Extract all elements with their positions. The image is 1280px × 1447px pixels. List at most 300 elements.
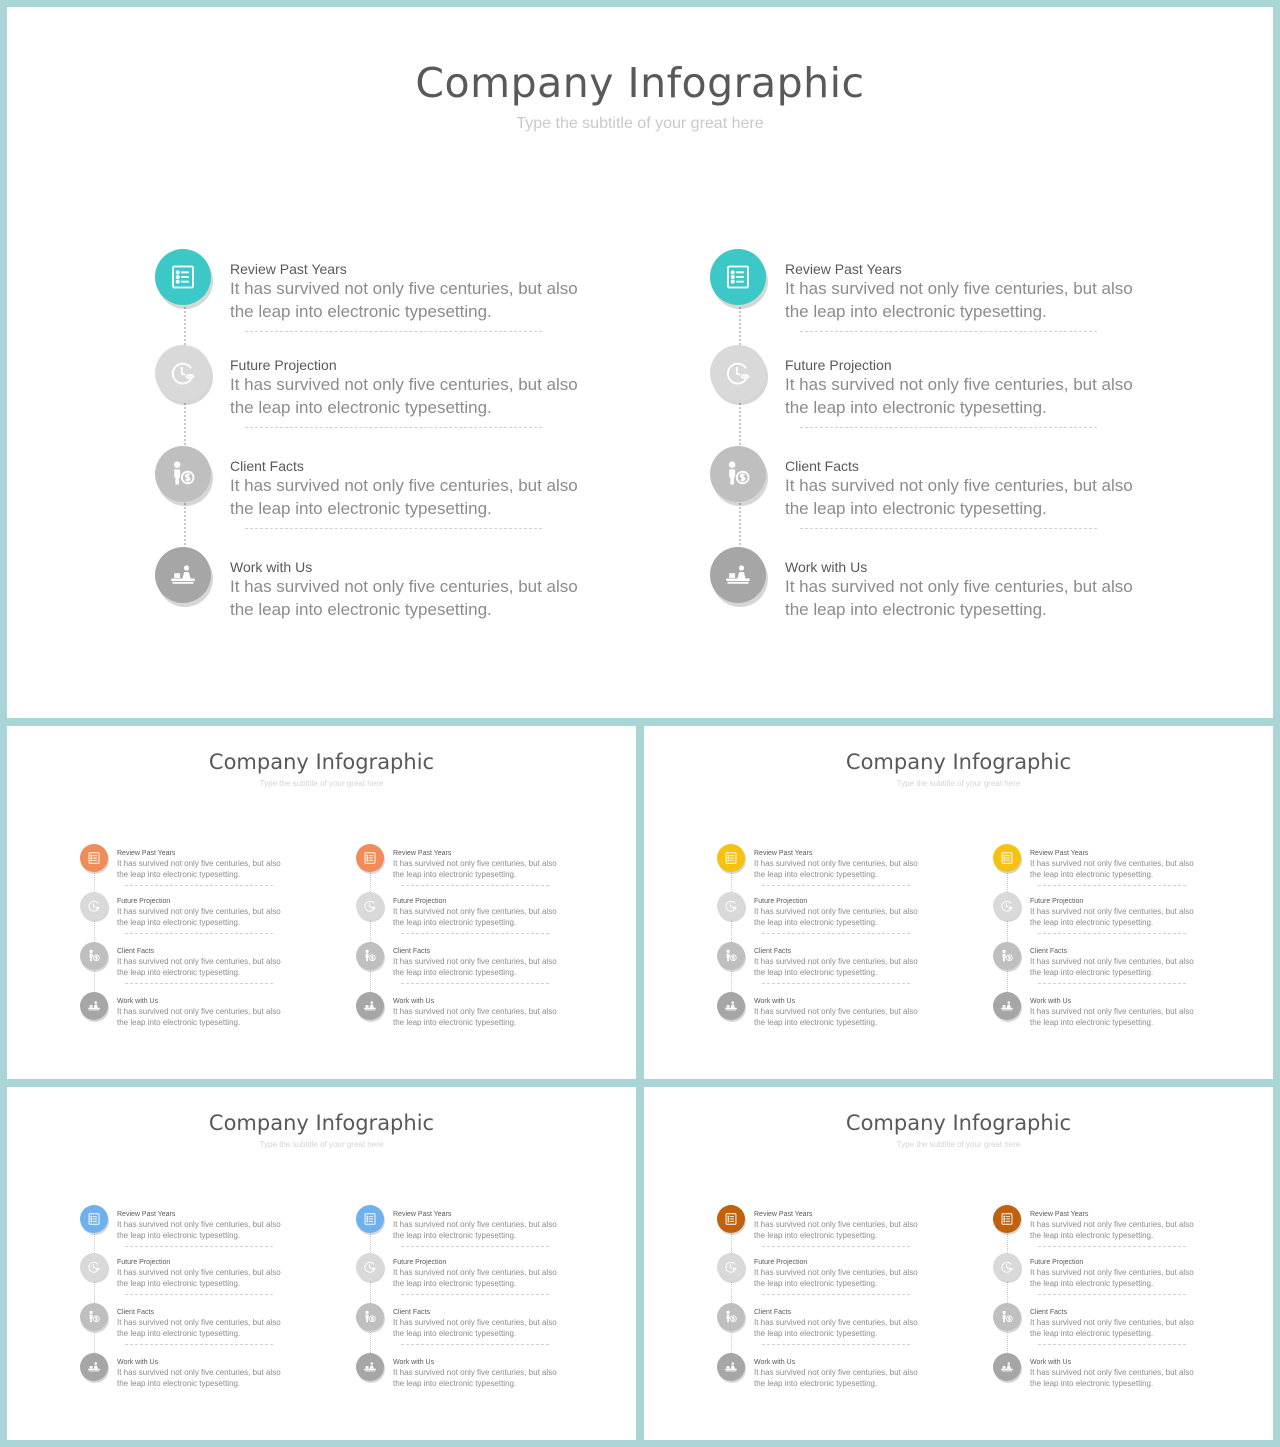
timeline-column bbox=[356, 1205, 616, 1395]
item-description bbox=[1030, 858, 1194, 880]
item-heading: Client Facts bbox=[393, 1309, 430, 1316]
step-circle bbox=[993, 942, 1021, 970]
step-circle bbox=[717, 1303, 745, 1331]
slide-subtitle: Type the subtitle of your great here bbox=[259, 1140, 384, 1149]
step-circle bbox=[710, 446, 766, 502]
description-line: the leap into electronic typesetting. bbox=[393, 1329, 517, 1338]
description-line: the leap into electronic typesetting. bbox=[393, 918, 517, 927]
description-line: the leap into electronic typesetting. bbox=[785, 600, 1047, 619]
item-description bbox=[1030, 1367, 1194, 1389]
item-description bbox=[393, 1367, 557, 1389]
description-line: the leap into electronic typesetting. bbox=[754, 1379, 878, 1388]
description-line: the leap into electronic typesetting. bbox=[393, 1231, 517, 1240]
item-separator bbox=[762, 885, 910, 886]
step-circle bbox=[155, 249, 211, 305]
step-circle bbox=[356, 942, 384, 970]
description-line: the leap into electronic typesetting. bbox=[754, 870, 878, 879]
item-description bbox=[785, 575, 1133, 621]
item-description bbox=[230, 575, 578, 621]
description-line: the leap into electronic typesetting. bbox=[230, 302, 492, 321]
item-heading: Work with Us bbox=[117, 998, 159, 1005]
timeline-column bbox=[80, 844, 340, 1034]
person-dollar-icon bbox=[724, 1310, 738, 1324]
item-description bbox=[754, 1317, 918, 1339]
description-line: It has survived not only five centuries, but also bbox=[785, 375, 1133, 394]
list-document-icon bbox=[87, 1212, 101, 1226]
list-document-icon bbox=[1000, 1212, 1014, 1226]
item-separator bbox=[125, 1294, 273, 1295]
item-separator bbox=[245, 331, 542, 332]
clock-infinity-icon bbox=[724, 1260, 738, 1274]
item-separator bbox=[125, 1344, 273, 1345]
item-description bbox=[117, 1317, 281, 1339]
step-circle bbox=[710, 249, 766, 305]
item-heading: Review Past Years bbox=[117, 1211, 176, 1218]
slide-subtitle: Type the subtitle of your great here bbox=[259, 779, 384, 788]
description-line: the leap into electronic typesetting. bbox=[393, 870, 517, 879]
step-circle bbox=[356, 844, 384, 872]
timeline-column bbox=[717, 844, 977, 1034]
step-circle bbox=[356, 1303, 384, 1331]
step-circle bbox=[80, 844, 108, 872]
item-heading: Review Past Years bbox=[1030, 1211, 1089, 1218]
item-heading: Review Past Years bbox=[117, 850, 176, 857]
description-line: the leap into electronic typesetting. bbox=[1030, 870, 1154, 879]
item-separator bbox=[245, 528, 542, 529]
list-document-icon bbox=[169, 263, 197, 291]
timeline-column bbox=[155, 249, 655, 629]
item-heading: Future Projection bbox=[393, 1259, 447, 1266]
description-line: It has survived not only five centuries, but also bbox=[393, 859, 557, 868]
item-description bbox=[754, 1367, 918, 1389]
step-circle bbox=[155, 446, 211, 502]
person-at-desk-icon bbox=[724, 1360, 738, 1374]
person-at-desk-icon bbox=[87, 1360, 101, 1374]
description-line: the leap into electronic typesetting. bbox=[754, 1279, 878, 1288]
description-line: It has survived not only five centuries, but also bbox=[785, 279, 1133, 298]
description-line: It has survived not only five centuries, but also bbox=[393, 957, 557, 966]
step-circle bbox=[993, 1353, 1021, 1381]
list-document-icon bbox=[363, 1212, 377, 1226]
description-line: the leap into electronic typesetting. bbox=[785, 302, 1047, 321]
person-at-desk-icon bbox=[1000, 1360, 1014, 1374]
step-circle bbox=[717, 1253, 745, 1281]
timeline-column bbox=[80, 1205, 340, 1395]
item-description bbox=[1030, 1267, 1194, 1289]
description-line: the leap into electronic typesetting. bbox=[1030, 1329, 1154, 1338]
description-line: It has survived not only five centuries, but also bbox=[393, 1318, 557, 1327]
description-line: the leap into electronic typesetting. bbox=[117, 870, 241, 879]
timeline-connector bbox=[370, 1219, 371, 1375]
timeline-column bbox=[993, 1205, 1253, 1395]
item-description bbox=[754, 956, 918, 978]
description-line: It has survived not only five centuries, but also bbox=[230, 476, 578, 495]
item-separator bbox=[245, 427, 542, 428]
description-line: It has survived not only five centuries, but also bbox=[1030, 1007, 1194, 1016]
slide-title: Company Infographic bbox=[208, 1111, 435, 1135]
step-circle bbox=[710, 547, 766, 603]
description-line: It has survived not only five centuries, but also bbox=[754, 1368, 918, 1377]
item-description bbox=[754, 1006, 918, 1028]
item-description bbox=[393, 858, 557, 880]
item-description bbox=[393, 906, 557, 928]
item-heading: Review Past Years bbox=[393, 850, 452, 857]
step-circle bbox=[155, 547, 211, 603]
person-dollar-icon bbox=[1000, 1310, 1014, 1324]
list-document-icon bbox=[87, 851, 101, 865]
slide-yellow[interactable] bbox=[644, 726, 1273, 1079]
description-line: the leap into electronic typesetting. bbox=[393, 1018, 517, 1027]
description-line: It has survived not only five centuries, but also bbox=[754, 1007, 918, 1016]
step-circle bbox=[80, 1205, 108, 1233]
list-document-icon bbox=[1000, 851, 1014, 865]
step-circle bbox=[993, 892, 1021, 920]
slide-blue[interactable] bbox=[7, 1087, 636, 1440]
step-circle bbox=[80, 942, 108, 970]
description-line: the leap into electronic typesetting. bbox=[117, 1018, 241, 1027]
clock-infinity-icon bbox=[169, 359, 197, 387]
description-line: It has survived not only five centuries, but also bbox=[1030, 907, 1194, 916]
description-line: the leap into electronic typesetting. bbox=[754, 1231, 878, 1240]
description-line: the leap into electronic typesetting. bbox=[754, 918, 878, 927]
item-heading: Work with Us bbox=[230, 559, 313, 575]
step-circle bbox=[717, 1353, 745, 1381]
description-line: It has survived not only five centuries, but also bbox=[393, 1368, 557, 1377]
timeline-connector bbox=[94, 858, 95, 1014]
description-line: It has survived not only five centuries, but also bbox=[1030, 1368, 1194, 1377]
description-line: It has survived not only five centuries, but also bbox=[754, 1268, 918, 1277]
timeline-connector bbox=[370, 858, 371, 1014]
item-separator bbox=[401, 933, 549, 934]
step-circle bbox=[993, 844, 1021, 872]
clock-infinity-icon bbox=[87, 1260, 101, 1274]
description-line: It has survived not only five centuries, but also bbox=[1030, 1268, 1194, 1277]
description-line: It has survived not only five centuries, but also bbox=[1030, 1220, 1194, 1229]
item-separator bbox=[800, 528, 1097, 529]
description-line: the leap into electronic typesetting. bbox=[1030, 918, 1154, 927]
item-separator bbox=[762, 1344, 910, 1345]
step-circle bbox=[717, 1205, 745, 1233]
step-circle bbox=[356, 992, 384, 1020]
person-at-desk-icon bbox=[363, 1360, 377, 1374]
description-line: the leap into electronic typesetting. bbox=[393, 1379, 517, 1388]
item-separator bbox=[401, 983, 549, 984]
person-at-desk-icon bbox=[724, 999, 738, 1013]
description-line: the leap into electronic typesetting. bbox=[754, 968, 878, 977]
item-separator bbox=[125, 885, 273, 886]
item-heading: Future Projection bbox=[1030, 898, 1084, 905]
item-heading: Client Facts bbox=[754, 1309, 791, 1316]
timeline-column bbox=[993, 844, 1253, 1034]
description-line: It has survived not only five centuries, but also bbox=[117, 1007, 281, 1016]
description-line: the leap into electronic typesetting. bbox=[230, 398, 492, 417]
description-line: the leap into electronic typesetting. bbox=[785, 499, 1047, 518]
item-separator bbox=[762, 983, 910, 984]
step-circle bbox=[155, 345, 211, 401]
description-line: the leap into electronic typesetting. bbox=[1030, 1231, 1154, 1240]
item-description bbox=[117, 906, 281, 928]
timeline-column bbox=[717, 1205, 977, 1395]
item-heading: Work with Us bbox=[117, 1359, 159, 1366]
description-line: It has survived not only five centuries, but also bbox=[117, 1368, 281, 1377]
item-description bbox=[117, 1219, 281, 1241]
timeline-column bbox=[710, 249, 1210, 629]
slide-title: Company Infographic bbox=[845, 1111, 1072, 1135]
item-heading: Review Past Years bbox=[785, 261, 902, 277]
step-circle bbox=[356, 1205, 384, 1233]
slide-title: Company Infographic bbox=[415, 59, 865, 107]
item-heading: Review Past Years bbox=[754, 1211, 813, 1218]
step-circle bbox=[356, 892, 384, 920]
item-separator bbox=[1038, 1246, 1186, 1247]
timeline-connector bbox=[1007, 858, 1008, 1014]
item-heading: Future Projection bbox=[393, 898, 447, 905]
person-at-desk-icon bbox=[1000, 999, 1014, 1013]
item-separator bbox=[125, 1246, 273, 1247]
timeline-connector bbox=[94, 1219, 95, 1375]
description-line: It has survived not only five centuries, but also bbox=[1030, 859, 1194, 868]
item-description bbox=[1030, 1317, 1194, 1339]
item-heading: Work with Us bbox=[754, 998, 796, 1005]
item-description bbox=[754, 1267, 918, 1289]
slide-title: Company Infographic bbox=[208, 750, 435, 774]
description-line: It has survived not only five centuries, but also bbox=[754, 1220, 918, 1229]
item-description bbox=[1030, 956, 1194, 978]
item-description bbox=[117, 956, 281, 978]
step-circle bbox=[993, 992, 1021, 1020]
clock-infinity-icon bbox=[724, 359, 752, 387]
item-heading: Client Facts bbox=[1030, 1309, 1067, 1316]
list-document-icon bbox=[724, 263, 752, 291]
item-heading: Work with Us bbox=[1030, 1359, 1072, 1366]
description-line: the leap into electronic typesetting. bbox=[230, 600, 492, 619]
slide-teal[interactable] bbox=[7, 7, 1273, 718]
description-line: the leap into electronic typesetting. bbox=[1030, 1379, 1154, 1388]
item-heading: Review Past Years bbox=[393, 1211, 452, 1218]
item-heading: Client Facts bbox=[230, 458, 304, 474]
description-line: the leap into electronic typesetting. bbox=[393, 968, 517, 977]
description-line: the leap into electronic typesetting. bbox=[117, 1231, 241, 1240]
timeline-connector bbox=[739, 279, 741, 589]
description-line: It has survived not only five centuries, but also bbox=[117, 859, 281, 868]
item-description bbox=[117, 1367, 281, 1389]
list-document-icon bbox=[724, 1212, 738, 1226]
person-dollar-icon bbox=[363, 949, 377, 963]
item-separator bbox=[1038, 933, 1186, 934]
slide-title: Company Infographic bbox=[845, 750, 1072, 774]
timeline-connector bbox=[184, 279, 186, 589]
step-circle bbox=[717, 892, 745, 920]
item-separator bbox=[401, 1344, 549, 1345]
item-heading: Work with Us bbox=[393, 1359, 435, 1366]
description-line: the leap into electronic typesetting. bbox=[1030, 968, 1154, 977]
item-description bbox=[230, 277, 578, 323]
item-description bbox=[393, 956, 557, 978]
description-line: It has survived not only five centuries, but also bbox=[117, 907, 281, 916]
step-circle bbox=[993, 1205, 1021, 1233]
description-line: It has survived not only five centuries, but also bbox=[230, 375, 578, 394]
slide-subtitle: Type the subtitle of your great here bbox=[896, 1140, 1021, 1149]
person-dollar-icon bbox=[169, 460, 197, 488]
item-heading: Work with Us bbox=[1030, 998, 1072, 1005]
description-line: It has survived not only five centuries, but also bbox=[117, 1318, 281, 1327]
item-heading: Client Facts bbox=[785, 458, 859, 474]
item-heading: Work with Us bbox=[785, 559, 868, 575]
item-description bbox=[785, 277, 1133, 323]
description-line: the leap into electronic typesetting. bbox=[230, 499, 492, 518]
item-description bbox=[754, 1219, 918, 1241]
person-dollar-icon bbox=[87, 949, 101, 963]
item-heading: Future Projection bbox=[230, 357, 337, 373]
timeline-connector bbox=[731, 1219, 732, 1375]
item-heading: Client Facts bbox=[754, 948, 791, 955]
person-at-desk-icon bbox=[169, 561, 197, 589]
description-line: the leap into electronic typesetting. bbox=[117, 968, 241, 977]
description-line: the leap into electronic typesetting. bbox=[1030, 1018, 1154, 1027]
description-line: the leap into electronic typesetting. bbox=[754, 1018, 878, 1027]
item-heading: Client Facts bbox=[393, 948, 430, 955]
item-separator bbox=[401, 885, 549, 886]
description-line: It has survived not only five centuries, but also bbox=[1030, 1318, 1194, 1327]
item-heading: Review Past Years bbox=[230, 261, 347, 277]
slide-orange[interactable] bbox=[7, 726, 636, 1079]
timeline-connector bbox=[731, 858, 732, 1014]
description-line: It has survived not only five centuries, but also bbox=[117, 1220, 281, 1229]
item-heading: Client Facts bbox=[117, 948, 154, 955]
item-heading: Future Projection bbox=[754, 1259, 808, 1266]
item-heading: Client Facts bbox=[1030, 948, 1067, 955]
description-line: the leap into electronic typesetting. bbox=[1030, 1279, 1154, 1288]
description-line: It has survived not only five centuries, but also bbox=[230, 577, 578, 596]
description-line: It has survived not only five centuries, but also bbox=[785, 577, 1133, 596]
item-separator bbox=[800, 427, 1097, 428]
timeline-connector bbox=[1007, 1219, 1008, 1375]
item-description bbox=[230, 474, 578, 520]
item-heading: Future Projection bbox=[1030, 1259, 1084, 1266]
description-line: It has survived not only five centuries, but also bbox=[393, 907, 557, 916]
step-circle bbox=[717, 844, 745, 872]
step-circle bbox=[356, 1253, 384, 1281]
list-document-icon bbox=[724, 851, 738, 865]
person-dollar-icon bbox=[724, 949, 738, 963]
description-line: It has survived not only five centuries, but also bbox=[785, 476, 1133, 495]
item-separator bbox=[401, 1246, 549, 1247]
item-separator bbox=[1038, 1344, 1186, 1345]
item-description bbox=[393, 1267, 557, 1289]
description-line: It has survived not only five centuries, but also bbox=[1030, 957, 1194, 966]
description-line: the leap into electronic typesetting. bbox=[117, 1379, 241, 1388]
clock-infinity-icon bbox=[87, 899, 101, 913]
item-description bbox=[117, 1267, 281, 1289]
item-description bbox=[393, 1317, 557, 1339]
item-description bbox=[393, 1219, 557, 1241]
item-heading: Future Projection bbox=[785, 357, 892, 373]
description-line: It has survived not only five centuries, but also bbox=[393, 1007, 557, 1016]
item-separator bbox=[1038, 983, 1186, 984]
description-line: It has survived not only five centuries, but also bbox=[754, 1318, 918, 1327]
clock-infinity-icon bbox=[363, 899, 377, 913]
person-dollar-icon bbox=[363, 1310, 377, 1324]
step-circle bbox=[710, 345, 766, 401]
step-circle bbox=[80, 1303, 108, 1331]
clock-infinity-icon bbox=[1000, 899, 1014, 913]
item-description bbox=[117, 1006, 281, 1028]
item-heading: Work with Us bbox=[754, 1359, 796, 1366]
item-description bbox=[1030, 1006, 1194, 1028]
description-line: the leap into electronic typesetting. bbox=[117, 918, 241, 927]
item-separator bbox=[125, 983, 273, 984]
slide-subtitle: Type the subtitle of your great here bbox=[516, 115, 764, 132]
description-line: It has survived not only five centuries, but also bbox=[393, 1268, 557, 1277]
step-circle bbox=[80, 1253, 108, 1281]
step-circle bbox=[993, 1253, 1021, 1281]
description-line: It has survived not only five centuries, but also bbox=[754, 907, 918, 916]
slide-subtitle: Type the subtitle of your great here bbox=[896, 779, 1021, 788]
item-description bbox=[1030, 1219, 1194, 1241]
item-description bbox=[785, 474, 1133, 520]
step-circle bbox=[717, 942, 745, 970]
item-separator bbox=[762, 1246, 910, 1247]
item-separator bbox=[762, 933, 910, 934]
step-circle bbox=[717, 992, 745, 1020]
item-heading: Review Past Years bbox=[1030, 850, 1089, 857]
description-line: the leap into electronic typesetting. bbox=[117, 1279, 241, 1288]
description-line: It has survived not only five centuries, but also bbox=[754, 957, 918, 966]
item-heading: Future Projection bbox=[117, 898, 171, 905]
description-line: It has survived not only five centuries, but also bbox=[117, 957, 281, 966]
item-separator bbox=[125, 933, 273, 934]
step-circle bbox=[80, 892, 108, 920]
item-description bbox=[117, 858, 281, 880]
item-separator bbox=[1038, 1294, 1186, 1295]
item-heading: Work with Us bbox=[393, 998, 435, 1005]
description-line: It has survived not only five centuries, but also bbox=[117, 1268, 281, 1277]
item-heading: Future Projection bbox=[754, 898, 808, 905]
item-separator bbox=[762, 1294, 910, 1295]
description-line: It has survived not only five centuries, but also bbox=[393, 1220, 557, 1229]
person-at-desk-icon bbox=[87, 999, 101, 1013]
person-dollar-icon bbox=[724, 460, 752, 488]
step-circle bbox=[80, 992, 108, 1020]
item-separator bbox=[401, 1294, 549, 1295]
description-line: the leap into electronic typesetting. bbox=[117, 1329, 241, 1338]
person-at-desk-icon bbox=[363, 999, 377, 1013]
item-heading: Client Facts bbox=[117, 1309, 154, 1316]
item-description bbox=[1030, 906, 1194, 928]
clock-infinity-icon bbox=[363, 1260, 377, 1274]
clock-infinity-icon bbox=[724, 899, 738, 913]
item-separator bbox=[800, 331, 1097, 332]
description-line: It has survived not only five centuries, but also bbox=[754, 859, 918, 868]
person-dollar-icon bbox=[87, 1310, 101, 1324]
description-line: the leap into electronic typesetting. bbox=[393, 1279, 517, 1288]
item-separator bbox=[1038, 885, 1186, 886]
item-description bbox=[754, 906, 918, 928]
person-dollar-icon bbox=[1000, 949, 1014, 963]
item-description bbox=[785, 373, 1133, 419]
step-circle bbox=[80, 1353, 108, 1381]
step-circle bbox=[356, 1353, 384, 1381]
item-heading: Review Past Years bbox=[754, 850, 813, 857]
description-line: the leap into electronic typesetting. bbox=[754, 1329, 878, 1338]
step-circle bbox=[993, 1303, 1021, 1331]
clock-infinity-icon bbox=[1000, 1260, 1014, 1274]
list-document-icon bbox=[363, 851, 377, 865]
description-line: It has survived not only five centuries, but also bbox=[230, 279, 578, 298]
slide-brown[interactable] bbox=[644, 1087, 1273, 1440]
item-description bbox=[393, 1006, 557, 1028]
item-description bbox=[754, 858, 918, 880]
